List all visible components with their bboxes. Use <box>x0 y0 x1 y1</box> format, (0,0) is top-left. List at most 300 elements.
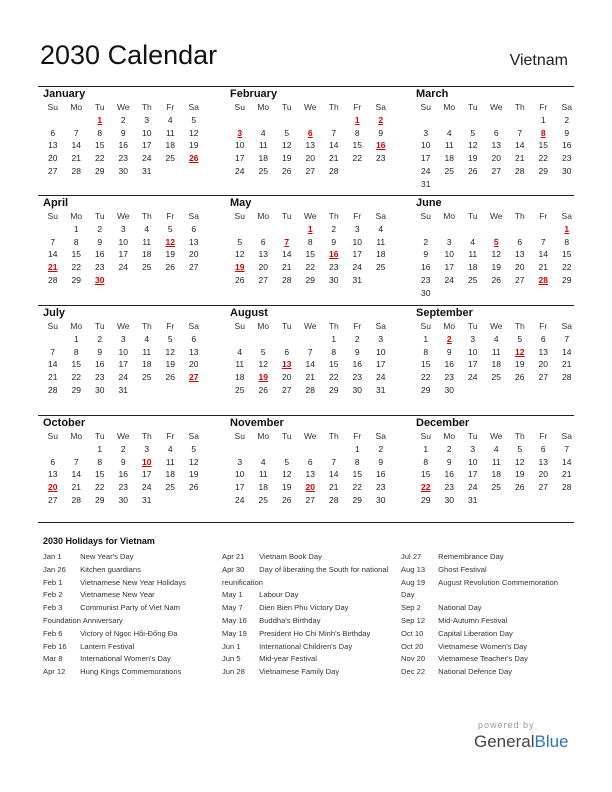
weekday-header: Su <box>420 431 431 441</box>
day: 10 <box>421 140 431 151</box>
day: 30 <box>421 287 431 298</box>
weekday-header: Su <box>47 211 58 221</box>
day: 9 <box>97 236 103 247</box>
day: 8 <box>423 346 429 357</box>
holiday-item <box>43 628 213 641</box>
day: 19 <box>515 359 525 370</box>
month-name: September <box>416 307 473 319</box>
empty-day <box>41 443 65 456</box>
day: 23 <box>352 372 362 383</box>
day: 5 <box>284 456 290 467</box>
holiday-item <box>43 551 213 564</box>
day: 12 <box>491 249 501 260</box>
day: 2 <box>378 443 384 454</box>
weekday-header: Th <box>141 431 152 441</box>
day: 24 <box>376 372 386 383</box>
day: 5 <box>517 443 523 454</box>
day: 16 <box>376 469 386 480</box>
empty-day <box>228 443 252 456</box>
weekday-header: Mo <box>70 102 83 112</box>
day: 8 <box>97 456 103 467</box>
day: 26 <box>515 372 525 383</box>
weekday-header: Tu <box>467 211 478 221</box>
weekday-header: Sa <box>375 431 386 441</box>
holiday-column <box>222 551 392 679</box>
day: 25 <box>468 274 478 285</box>
weekday-header: Th <box>328 211 339 221</box>
weekday-header: Fr <box>353 431 362 441</box>
day: 19 <box>468 153 478 164</box>
weekday-header: Fr <box>353 102 362 112</box>
day: 16 <box>421 262 431 273</box>
day: 4 <box>144 223 150 234</box>
day: 7 <box>331 456 337 467</box>
day: 25 <box>258 165 268 176</box>
day: 26 <box>282 494 292 505</box>
empty-day <box>414 114 438 127</box>
day: 5 <box>191 114 197 125</box>
month-name: January <box>43 88 86 100</box>
day: 23 <box>562 153 572 164</box>
day: 22 <box>352 153 362 164</box>
day: 8 <box>331 346 337 357</box>
day: 10 <box>376 346 386 357</box>
day: 3 <box>144 114 150 125</box>
day: 19 <box>165 359 175 370</box>
day: 3 <box>120 223 126 234</box>
day: 31 <box>468 494 478 505</box>
day: 28 <box>305 384 315 395</box>
day: 27 <box>515 274 525 285</box>
empty-day <box>228 333 252 346</box>
holiday-name: National Defence Day <box>438 667 512 677</box>
weekday-header: Sa <box>188 211 199 221</box>
month-name: June <box>416 197 442 209</box>
day: 13 <box>305 469 315 480</box>
weekday-header: Tu <box>281 431 292 441</box>
weekday-header: We <box>303 211 317 221</box>
weekday-header: Sa <box>375 211 386 221</box>
month-days-grid <box>414 101 574 191</box>
weekday-header: Sa <box>561 211 572 221</box>
empty-day <box>65 114 89 127</box>
holiday-date: May 19 <box>222 628 247 638</box>
weekday-header: Mo <box>443 102 456 112</box>
month-may <box>228 197 388 287</box>
day: 21 <box>562 359 572 370</box>
day: 28 <box>562 482 572 493</box>
day: 20 <box>258 262 268 273</box>
holiday-day: 1 <box>564 223 570 234</box>
day: 11 <box>491 346 501 357</box>
day: 26 <box>491 274 501 285</box>
month-name: July <box>43 307 66 319</box>
weekday-header: We <box>303 431 317 441</box>
day: 10 <box>444 249 454 260</box>
holiday-name: New Year's Day <box>80 552 134 561</box>
empty-day <box>322 114 346 127</box>
empty-day <box>322 443 346 456</box>
day: 15 <box>352 469 362 480</box>
day: 9 <box>354 346 360 357</box>
weekday-header: Tu <box>281 211 292 221</box>
country-name: Vietnam <box>509 52 568 69</box>
day: 14 <box>71 140 81 151</box>
day: 8 <box>73 236 79 247</box>
day: 12 <box>258 359 268 370</box>
day: 29 <box>329 384 339 395</box>
weekday-header: Sa <box>561 102 572 112</box>
holiday-name: International Women's Day <box>80 654 171 664</box>
day: 22 <box>95 482 105 493</box>
weekday-header: Sa <box>188 321 199 331</box>
day: 13 <box>305 140 315 151</box>
day: 10 <box>235 140 245 151</box>
day: 4 <box>260 456 266 467</box>
holiday-column <box>43 551 213 679</box>
holiday-date: Jan 26 <box>43 564 66 574</box>
holiday-name: Remembrance Day <box>438 552 504 561</box>
weekday-header: Su <box>234 431 245 441</box>
day: 4 <box>260 127 266 138</box>
day: 8 <box>564 236 570 247</box>
empty-day <box>299 114 323 127</box>
day: 25 <box>491 372 501 383</box>
day: 2 <box>423 236 429 247</box>
holiday-date: Feb 16 <box>43 641 67 651</box>
holiday-day: 16 <box>329 249 339 260</box>
day: 29 <box>421 384 431 395</box>
day: 9 <box>378 456 384 467</box>
holiday-day: 2 <box>378 114 384 125</box>
day: 20 <box>305 153 315 164</box>
weekday-header: Mo <box>70 431 83 441</box>
month-february <box>228 88 388 178</box>
day: 30 <box>376 494 386 505</box>
day: 23 <box>376 482 386 493</box>
weekday-header: Mo <box>257 321 270 331</box>
holiday-day: 3 <box>237 127 243 138</box>
day: 17 <box>376 359 386 370</box>
day: 5 <box>167 223 173 234</box>
row-divider <box>38 86 574 87</box>
day: 5 <box>470 127 476 138</box>
day: 2 <box>564 114 570 125</box>
holiday-date: Jun 5 <box>222 654 241 664</box>
day: 4 <box>446 127 452 138</box>
holiday-item <box>222 615 392 628</box>
weekday-header: We <box>303 321 317 331</box>
day: 20 <box>491 153 501 164</box>
day: 14 <box>329 140 339 151</box>
day: 21 <box>282 262 292 273</box>
day: 15 <box>421 359 431 370</box>
day: 9 <box>423 249 429 260</box>
day: 29 <box>305 274 315 285</box>
weekday-header: Mo <box>257 431 270 441</box>
day: 11 <box>491 456 501 467</box>
holiday-name: International Children's Day <box>259 641 353 651</box>
day: 21 <box>538 262 548 273</box>
day: 30 <box>444 384 454 395</box>
holiday-name: Vietnamese Family Day <box>259 667 340 677</box>
weekday-header: Tu <box>94 431 105 441</box>
day: 15 <box>95 140 105 151</box>
day: 18 <box>468 262 478 273</box>
day: 7 <box>564 443 570 454</box>
day: 8 <box>73 346 79 357</box>
holiday-name: Dien Bien Phu Victory Day <box>259 603 349 613</box>
empty-day <box>275 223 299 236</box>
day: 10 <box>352 236 362 247</box>
day: 4 <box>237 346 243 357</box>
day: 15 <box>421 469 431 480</box>
page-title: 2030 Calendar <box>40 40 218 70</box>
holiday-day: 16 <box>376 140 386 151</box>
weekday-header: Su <box>47 321 58 331</box>
weekday-header: Th <box>328 431 339 441</box>
day: 29 <box>95 165 105 176</box>
day: 22 <box>95 153 105 164</box>
month-june <box>414 197 574 300</box>
day: 31 <box>352 274 362 285</box>
weekday-header: Tu <box>281 321 292 331</box>
day: 13 <box>189 346 199 357</box>
holiday-item <box>43 653 213 666</box>
day: 6 <box>284 346 290 357</box>
day: 25 <box>444 165 454 176</box>
weekday-header: Mo <box>70 211 83 221</box>
day: 5 <box>260 346 266 357</box>
day: 20 <box>189 249 199 260</box>
day: 21 <box>71 482 81 493</box>
holiday-date: Mar 8 <box>43 654 63 664</box>
empty-day <box>532 223 556 236</box>
day: 10 <box>118 236 128 247</box>
day: 17 <box>142 469 152 480</box>
month-october <box>41 417 201 507</box>
weekday-header: Th <box>514 431 525 441</box>
holiday-day: 19 <box>235 262 245 273</box>
holiday-date: Jan 1 <box>43 552 62 561</box>
weekday-header: Tu <box>467 102 478 112</box>
day: 28 <box>48 274 58 285</box>
holiday-day: 1 <box>354 114 360 125</box>
holiday-item <box>43 666 213 679</box>
day: 27 <box>305 494 315 505</box>
empty-day <box>252 443 276 456</box>
day: 15 <box>562 249 572 260</box>
day: 6 <box>50 456 56 467</box>
day: 31 <box>142 494 152 505</box>
day: 3 <box>354 223 360 234</box>
weekday-header: Mo <box>257 211 270 221</box>
day: 11 <box>165 456 175 467</box>
empty-day <box>41 223 65 236</box>
holiday-name: August Revolution Commemoration Day <box>401 577 558 600</box>
day: 29 <box>71 384 81 395</box>
day: 24 <box>468 372 478 383</box>
holiday-item <box>401 653 571 666</box>
holiday-day: 20 <box>48 482 58 493</box>
day: 14 <box>48 249 58 260</box>
day: 12 <box>282 140 292 151</box>
holiday-date: May 7 <box>222 603 243 613</box>
day: 11 <box>235 359 245 370</box>
generalblue-logo[interactable] <box>474 732 569 752</box>
weekday-header: Th <box>328 321 339 331</box>
day: 10 <box>235 469 245 480</box>
day: 30 <box>118 494 128 505</box>
brand-blue: Blue <box>534 732 569 751</box>
empty-day <box>438 114 462 127</box>
empty-day <box>461 223 485 236</box>
month-days-grid <box>41 210 201 287</box>
day: 7 <box>307 346 313 357</box>
day: 7 <box>517 127 523 138</box>
holiday-name: Vietnamese Teacher's Day <box>438 654 528 664</box>
holiday-item <box>222 666 392 679</box>
holiday-date: Jul 27 <box>401 552 422 561</box>
month-days-grid <box>228 101 388 178</box>
day: 21 <box>71 153 81 164</box>
holiday-day: 27 <box>189 372 199 383</box>
day: 14 <box>515 140 525 151</box>
day: 13 <box>491 140 501 151</box>
holiday-item <box>43 641 213 654</box>
weekday-header: Sa <box>375 102 386 112</box>
day: 23 <box>95 262 105 273</box>
holiday-date: Apr 21 <box>222 552 245 561</box>
day: 27 <box>282 384 292 395</box>
day: 4 <box>167 443 173 454</box>
day: 7 <box>331 127 337 138</box>
holiday-item <box>222 653 392 666</box>
day: 4 <box>378 223 384 234</box>
holiday-day: 12 <box>165 236 175 247</box>
holiday-item <box>222 564 392 590</box>
holiday-name: Victory of Ngọc Hồi-Đống Đa <box>80 628 178 638</box>
day: 17 <box>421 153 431 164</box>
weekday-header: Fr <box>539 211 548 221</box>
day: 3 <box>470 333 476 344</box>
day: 30 <box>562 165 572 176</box>
day: 2 <box>97 333 103 344</box>
day: 21 <box>48 372 58 383</box>
day: 21 <box>515 153 525 164</box>
weekday-header: Su <box>47 102 58 112</box>
month-name: October <box>43 417 86 429</box>
weekday-header: Fr <box>539 431 548 441</box>
day: 25 <box>165 482 175 493</box>
day: 2 <box>120 114 126 125</box>
empty-day <box>508 223 532 236</box>
day: 20 <box>48 153 58 164</box>
day: 9 <box>446 346 452 357</box>
day: 8 <box>354 456 360 467</box>
day: 27 <box>48 494 58 505</box>
empty-day <box>438 223 462 236</box>
day: 9 <box>331 236 337 247</box>
holiday-name: Communist Party of Viet Nam Foundation Anniversary <box>43 603 181 625</box>
weekday-header: We <box>116 431 130 441</box>
day: 22 <box>352 482 362 493</box>
day: 29 <box>538 165 548 176</box>
holiday-day: 28 <box>538 274 548 285</box>
day: 11 <box>258 469 268 480</box>
day: 28 <box>48 384 58 395</box>
day: 31 <box>142 165 152 176</box>
holiday-date: Jun 1 <box>222 641 241 651</box>
day: 6 <box>540 333 546 344</box>
day: 16 <box>444 469 454 480</box>
month-days-grid <box>228 320 388 397</box>
holiday-day: 10 <box>142 456 152 467</box>
day: 4 <box>167 114 173 125</box>
month-days-grid <box>228 210 388 287</box>
empty-day <box>41 333 65 346</box>
day: 3 <box>446 236 452 247</box>
holiday-name: Mid-Autumn Festival <box>438 615 508 625</box>
weekday-header: Tu <box>94 321 105 331</box>
holiday-name: Vietnam Book Day <box>259 552 322 561</box>
day: 6 <box>493 127 499 138</box>
day: 17 <box>444 262 454 273</box>
weekday-header: Su <box>234 211 245 221</box>
weekday-header: We <box>489 102 503 112</box>
day: 27 <box>538 372 548 383</box>
day: 13 <box>48 469 58 480</box>
holiday-date: Oct 10 <box>401 628 424 638</box>
day: 5 <box>284 127 290 138</box>
day: 30 <box>95 384 105 395</box>
day: 18 <box>142 359 152 370</box>
weekday-header: Su <box>234 321 245 331</box>
holiday-name: Vietnamese New Year <box>80 590 155 600</box>
weekday-header: Th <box>141 321 152 331</box>
day: 13 <box>538 456 548 467</box>
weekday-header: Su <box>420 211 431 221</box>
month-november <box>228 417 388 507</box>
holiday-item <box>401 666 571 679</box>
empty-day <box>508 114 532 127</box>
day: 16 <box>95 359 105 370</box>
day: 25 <box>235 384 245 395</box>
day: 2 <box>446 443 452 454</box>
day: 12 <box>165 346 175 357</box>
holidays-title: 2030 Holidays for Vietnam <box>43 536 155 546</box>
day: 13 <box>189 236 199 247</box>
day: 7 <box>564 333 570 344</box>
weekday-header: Mo <box>70 321 83 331</box>
day: 28 <box>282 274 292 285</box>
holiday-date: Feb 6 <box>43 628 63 638</box>
day: 22 <box>329 372 339 383</box>
month-name: February <box>230 88 278 100</box>
holiday-day: 21 <box>48 262 58 273</box>
holiday-name: National Day <box>438 603 482 613</box>
day: 11 <box>468 249 478 260</box>
holiday-item <box>43 577 213 590</box>
holiday-date: Nov 20 <box>401 654 426 664</box>
day: 30 <box>352 384 362 395</box>
day: 6 <box>517 236 523 247</box>
day: 7 <box>73 127 79 138</box>
weekday-header: Sa <box>561 431 572 441</box>
day: 27 <box>189 262 199 273</box>
day: 10 <box>142 127 152 138</box>
holiday-day: 20 <box>305 482 315 493</box>
